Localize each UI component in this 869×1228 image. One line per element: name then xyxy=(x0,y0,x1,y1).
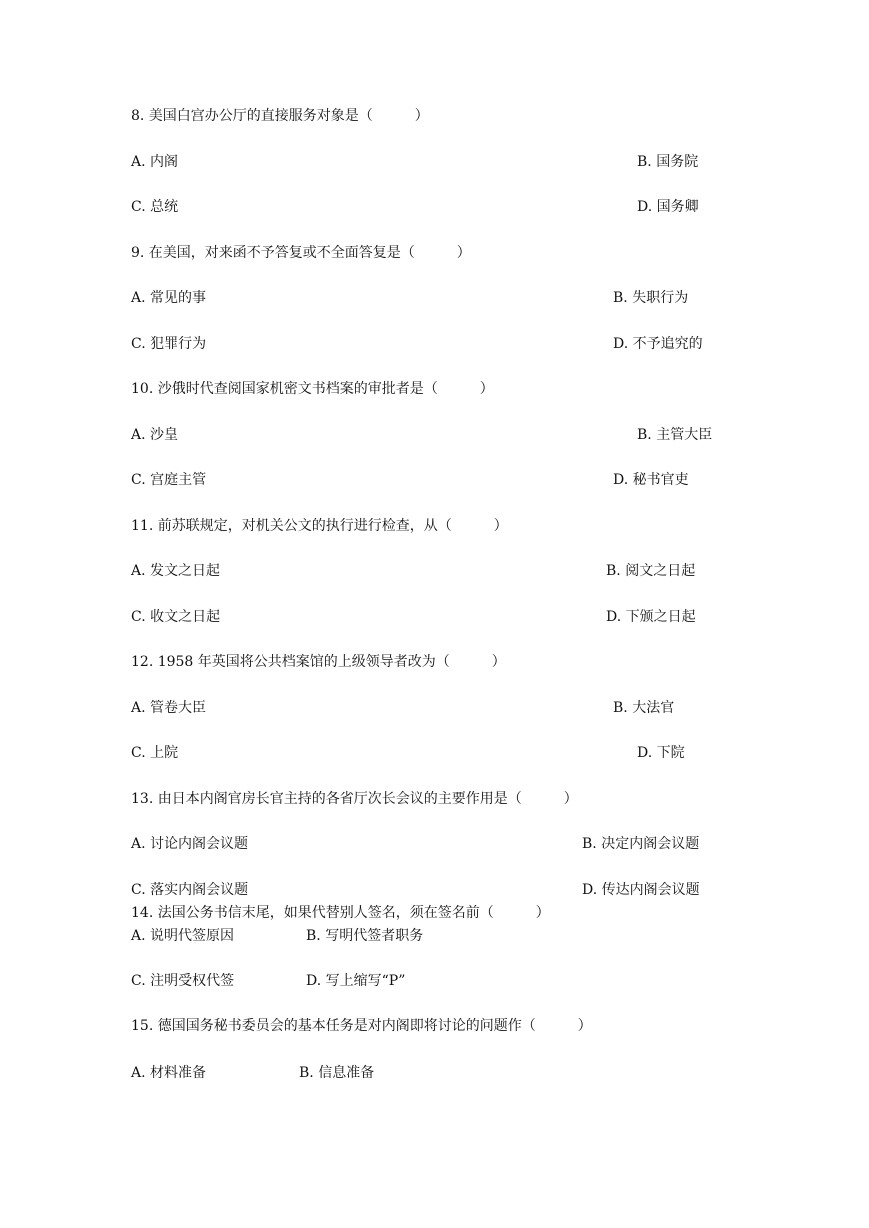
question-8-option-b: B. 国务院 xyxy=(637,154,699,170)
question-14-option-a: A. 说明代签原因 xyxy=(131,928,235,944)
question-13-option-a: A. 讨论内阁会议题 xyxy=(131,836,249,852)
question-14-option-c: C. 注明受权代签 xyxy=(131,973,235,989)
question-9-option-d: D. 不予追究的 xyxy=(613,336,703,352)
question-13-option-c: C. 落实内阁会议题 xyxy=(131,882,249,898)
question-9-option-c: C. 犯罪行为 xyxy=(131,336,207,352)
question-10-option-a: A. 沙皇 xyxy=(131,427,179,443)
question-9-option-b: B. 失职行为 xyxy=(613,290,689,306)
question-10-option-d: D. 秘书官吏 xyxy=(613,472,689,488)
question-13-option-d: D. 传达内阁会议题 xyxy=(582,882,700,898)
question-12-option-d: D. 下院 xyxy=(637,745,685,761)
question-15-stem: 15. 德国国务秘书委员会的基本任务是对内阁即将讨论的问题作（ ） xyxy=(131,1018,592,1034)
question-10-option-c: C. 宫庭主管 xyxy=(131,472,207,488)
question-12-option-c: C. 上院 xyxy=(131,745,179,761)
question-15-option-a: A. 材料准备 xyxy=(131,1065,207,1081)
question-13-option-b: B. 决定内阁会议题 xyxy=(582,836,700,852)
question-14-option-b: B. 写明代签者职务 xyxy=(306,928,424,944)
question-10-stem: 10. 沙俄时代查阅国家机密文书档案的审批者是（ ） xyxy=(131,381,494,397)
question-11-option-b: B. 阅文之日起 xyxy=(606,563,696,579)
question-12-stem: 12. 1958 年英国将公共档案馆的上级领导者改为（ ） xyxy=(131,654,506,670)
question-8-option-a: A. 内阁 xyxy=(131,154,179,170)
question-11-stem: 11. 前苏联规定，对机关公文的执行进行检查，从（ ） xyxy=(131,518,508,534)
question-12-option-a: A. 管卷大臣 xyxy=(131,700,207,716)
question-14-stem: 14. 法国公务书信末尾，如果代替别人签名，须在签名前（ ） xyxy=(131,905,550,921)
question-11-option-d: D. 下颁之日起 xyxy=(606,609,696,625)
question-15-option-b: B. 信息准备 xyxy=(299,1065,375,1081)
question-14-option-d: D. 写上缩写“P” xyxy=(306,973,406,989)
question-8-option-c: C. 总统 xyxy=(131,199,179,215)
question-11-option-a: A. 发文之日起 xyxy=(131,563,221,579)
question-8-stem: 8. 美国白宫办公厅的直接服务对象是（ ） xyxy=(131,108,429,124)
question-8-option-d: D. 国务卿 xyxy=(637,199,699,215)
question-9-stem: 9. 在美国，对来函不予答复或不全面答复是（ ） xyxy=(131,245,471,261)
question-11-option-c: C. 收文之日起 xyxy=(131,609,221,625)
question-9-option-a: A. 常见的事 xyxy=(131,290,207,306)
question-12-option-b: B. 大法官 xyxy=(613,700,675,716)
question-10-option-b: B. 主管大臣 xyxy=(637,427,713,443)
question-13-stem: 13. 由日本内阁官房长官主持的各省厅次长会议的主要作用是（ ） xyxy=(131,791,578,807)
